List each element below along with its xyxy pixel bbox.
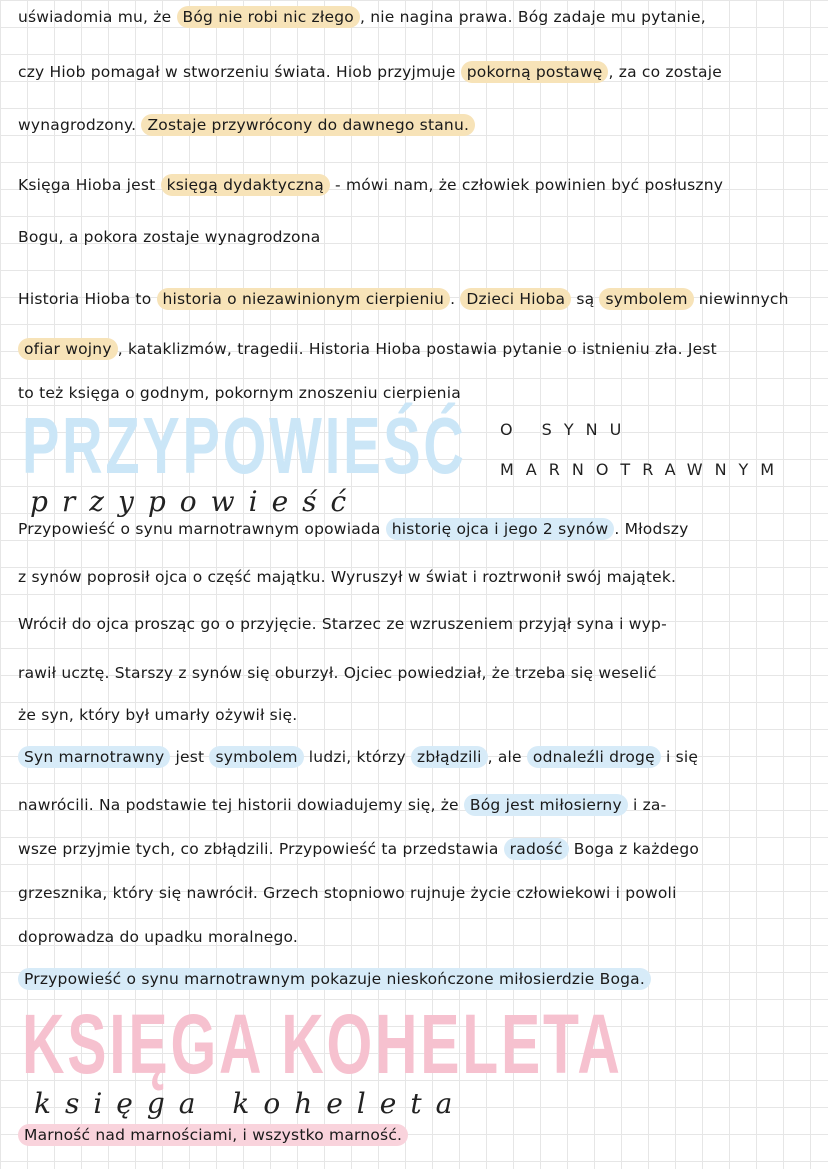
text-segment: z synów poprosił ojca o część majątku. Wyruszył w świat i roztrwonił swój majątek.: [18, 568, 677, 586]
text-segment: .: [450, 290, 461, 308]
text-segment: , ale: [487, 748, 527, 766]
highlight-blue: Bóg jest miłosierny: [464, 794, 628, 816]
text-segment: Bogu, a pokora zostaje wynagrodzona: [18, 228, 321, 246]
text-line: [18, 384, 461, 402]
highlight-yellow: Zostaje przywrócony do dawnego stanu.: [141, 114, 475, 136]
text-segment: , nie nagina prawa. Bóg zadaje mu pytanie,: [359, 8, 706, 26]
highlight-blue: zbłądzili: [411, 746, 488, 768]
text-segment: jest: [170, 748, 210, 766]
parable-title-block: PRZYPOWIEŚĆ: [22, 401, 467, 490]
text-line: [18, 116, 475, 134]
text-line: [18, 748, 698, 766]
text-line: [18, 568, 676, 586]
highlight-blue: Syn marnotrawny: [18, 746, 170, 768]
text-segment: czy Hiob pomagał w stworzeniu świata. Hiob przyjmuje: [18, 63, 461, 81]
text-line: [18, 928, 298, 946]
text-segment: to też księga o godnym, pokornym znoszeniu cierpienia: [18, 384, 461, 402]
highlight-blue: symbolem: [209, 746, 303, 768]
text-segment: rawił ucztę. Starszy z synów się oburzył. Ojciec powiedział, że trzeba się weselić: [18, 664, 657, 682]
kohelet-title-block: KSIĘGA KOHELETA: [22, 997, 623, 1091]
text-line: [18, 970, 651, 988]
highlight-yellow: symbolem: [599, 288, 693, 310]
parable-title-script: przypowieść: [30, 485, 361, 518]
text-segment: ludzi, którzy: [303, 748, 412, 766]
text-line: [18, 706, 297, 724]
text-segment: wynagrodzony.: [18, 116, 142, 134]
text-line: [18, 884, 677, 902]
highlight-yellow: historia o niezawinionym cierpieniu: [157, 288, 451, 310]
text-segment: , kataklizmów, tragedii. Historia Hioba postawia pytanie o istnieniu zła. Jest: [117, 340, 717, 358]
text-line: [18, 520, 689, 538]
text-segment: że syn, który był umarły ożywił się.: [18, 706, 298, 724]
text-segment: i się: [660, 748, 699, 766]
kohelet-title-script: księga koheleta: [34, 1087, 467, 1120]
text-segment: doprowadza do upadku moralnego.: [18, 928, 299, 946]
text-line: [18, 340, 717, 358]
text-line: [18, 290, 789, 308]
highlight-yellow: księgą dydaktyczną: [161, 174, 330, 196]
highlight-blue: radość: [504, 838, 569, 860]
text-line: [18, 615, 667, 633]
text-line: [18, 228, 320, 246]
text-segment: wsze przyjmie tych, co zbłądzili. Przypowieść ta przedstawia: [18, 840, 504, 858]
highlight-blue: Przypowieść o synu marnotrawnym pokazuje nieskończone miłosierdzie Boga.: [18, 968, 651, 990]
text-line: [18, 176, 723, 194]
highlight-pink: Marność nad marnościami, i wszystko marność.: [18, 1124, 408, 1146]
text-segment: Przypowieść o synu marnotrawnym opowiada: [18, 520, 386, 538]
text-segment: uświadomia mu, że: [18, 8, 177, 26]
highlight-blue: odnaleźli drogę: [527, 746, 661, 768]
text-segment: Historia Hioba to: [18, 290, 157, 308]
text-segment: nawrócili. Na podstawie tej historii dowiadujemy się, że: [18, 796, 464, 814]
text-segment: . Młodszy: [614, 520, 689, 538]
text-line: [18, 840, 699, 858]
text-segment: i za-: [627, 796, 667, 814]
text-segment: Wrócił do ojca prosząc go o przyjęcie. Starzec ze wzruszeniem przyjął syna i wyp-: [18, 615, 667, 633]
text-segment: grzesznika, który się nawrócił. Grzech stopniowo rujnuje życie człowiekowi i powoli: [18, 884, 677, 902]
highlight-yellow: Dzieci Hioba: [460, 288, 571, 310]
text-segment: , za co zostaje: [608, 63, 722, 81]
text-line: [18, 796, 666, 814]
text-segment: są: [571, 290, 600, 308]
text-segment: Księga Hioba jest: [18, 176, 161, 194]
text-line: [18, 1126, 408, 1144]
parable-subtitle-1: O SYNU: [500, 420, 634, 439]
text-segment: Boga z każdego: [568, 840, 700, 858]
highlight-blue: historię ojca i jego 2 synów: [386, 518, 615, 540]
parable-subtitle-2: MARNOTRAWNYM: [500, 460, 787, 479]
highlight-yellow: Bóg nie robi nic złego: [177, 6, 360, 28]
text-line: [18, 63, 722, 81]
text-line: [18, 664, 657, 682]
highlight-yellow: pokorną postawę: [461, 61, 609, 83]
highlight-yellow: ofiar wojny: [18, 338, 118, 360]
text-segment: - mówi nam, że człowiek powinien być posłuszny: [329, 176, 724, 194]
text-segment: niewinnych: [693, 290, 789, 308]
text-line: [18, 8, 706, 26]
